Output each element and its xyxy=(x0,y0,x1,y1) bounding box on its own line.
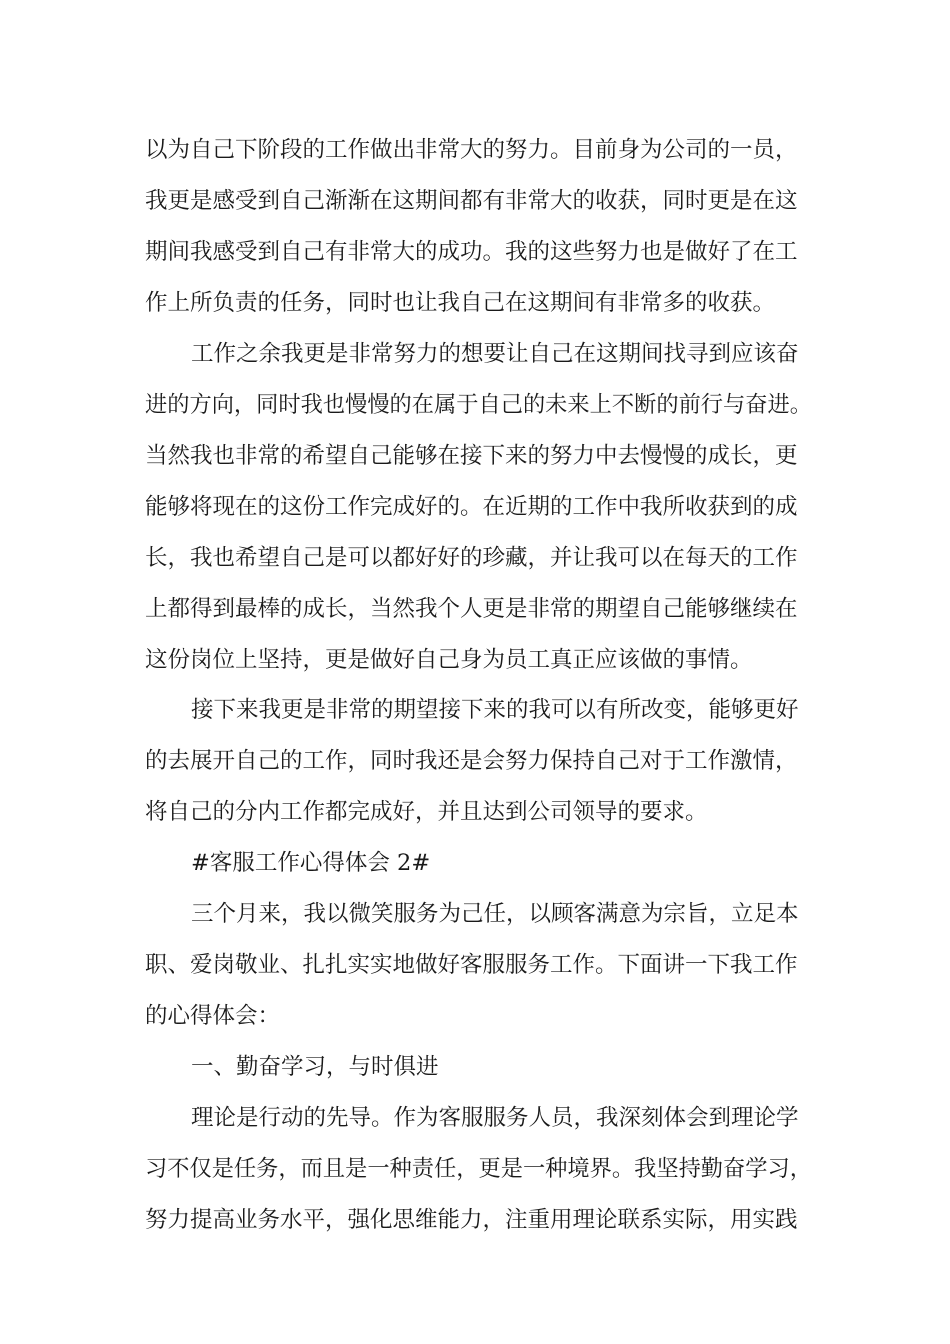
text-line-10: 上都得到最棒的成长，当然我个人更是非常的期望自己能够继续在 xyxy=(145,596,798,622)
text-line-13: 的去展开自己的工作，同时我还是会努力保持自己对于工作激情， xyxy=(145,748,798,774)
text-line-21: 习不仅是任务，而且是一种责任，更是一种境界。我坚持勤奋学习， xyxy=(145,1156,812,1182)
text-line-17: 职、爱岗敬业、扎扎实实地做好客服服务工作。下面讲一下我工作 xyxy=(145,952,798,978)
subheading: 一、勤奋学习，与时俱进 xyxy=(191,1054,439,1080)
text-line-14: 将自己的分内工作都完成好，并且达到公司领导的要求。 xyxy=(145,799,708,825)
text-line-5: 工作之余我更是非常努力的想要让自己在这期间找寻到应该奋 xyxy=(191,341,799,367)
text-line-16: 三个月来，我以微笑服务为己任，以顾客满意为宗旨，立足本 xyxy=(191,901,799,927)
text-line-1: 以为自己下阶段的工作做出非常大的努力。目前身为公司的一员， xyxy=(145,137,798,163)
text-line-11: 这份岗位上坚持，更是做好自己身为员工真正应该做的事情。 xyxy=(145,647,753,673)
text-line-6: 进的方向，同时我也慢慢的在属于自己的未来上不断的前行与奋进。 xyxy=(145,392,812,418)
text-line-3: 期间我感受到自己有非常大的成功。我的这些努力也是做好了在工 xyxy=(145,239,798,265)
text-line-22: 努力提高业务水平，强化思维能力，注重用理论联系实际，用实践 xyxy=(145,1207,798,1233)
text-line-8: 能够将现在的这份工作完成好的。在近期的工作中我所收获到的成 xyxy=(145,494,798,520)
text-line-18: 的心得体会： xyxy=(145,1003,281,1029)
text-line-9: 长，我也希望自己是可以都好好的珍藏，并让我可以在每天的工作 xyxy=(145,545,798,571)
text-line-4: 作上所负责的任务，同时也让我自己在这期间有非常多的收获。 xyxy=(145,290,776,316)
section-heading: #客服工作心得体会 2# xyxy=(191,850,431,876)
text-line-2: 我更是感受到自己渐渐在这期间都有非常大的收获，同时更是在这 xyxy=(145,188,798,214)
text-line-7: 当然我也非常的希望自己能够在接下来的努力中去慢慢的成长，更 xyxy=(145,443,798,469)
text-line-20: 理论是行动的先导。作为客服服务人员，我深刻体会到理论学 xyxy=(191,1105,799,1131)
text-line-12: 接下来我更是非常的期望接下来的我可以有所改变，能够更好 xyxy=(191,697,799,723)
